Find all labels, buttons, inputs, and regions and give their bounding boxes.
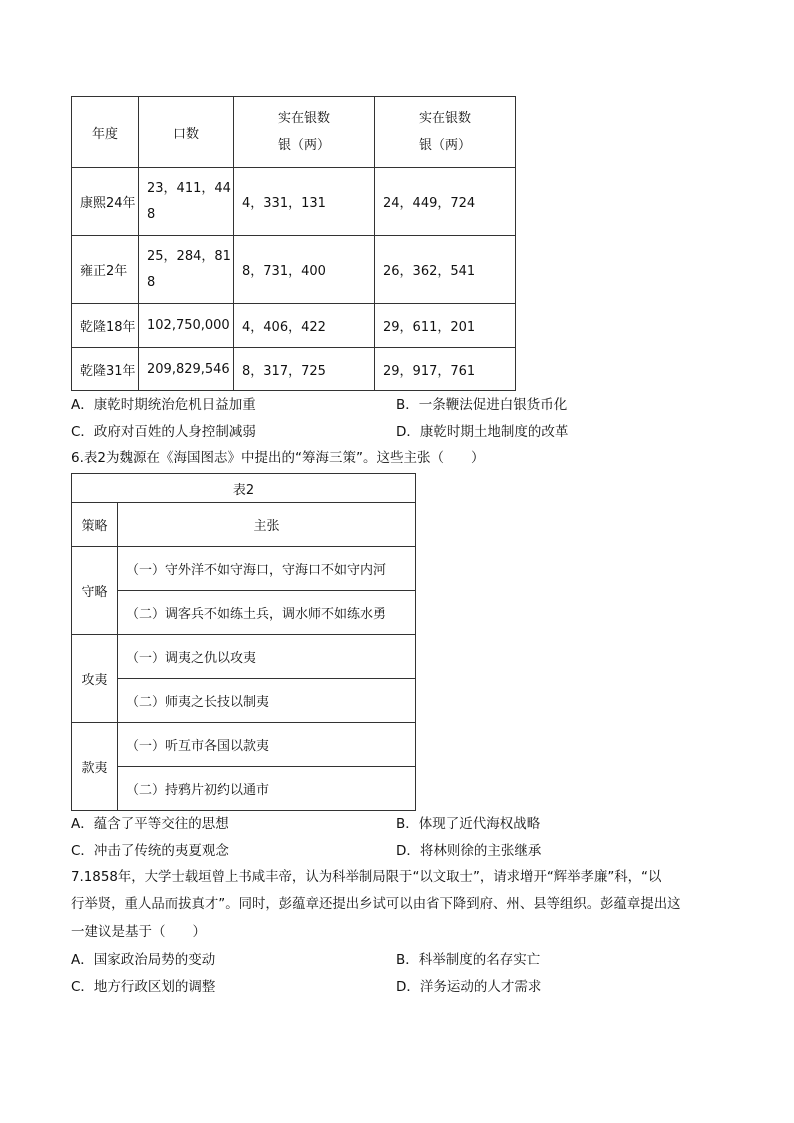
proposal-cell: （二）持鸦片初约以通市 bbox=[118, 767, 416, 811]
table-row bbox=[72, 591, 416, 635]
cell-silver-1: 8，317，725 bbox=[234, 348, 375, 391]
cell-population: 23，411，44 8 bbox=[139, 168, 234, 236]
q5-option-a[interactable]: A．康乾时期统治危机日益加重 bbox=[71, 397, 256, 413]
table-row bbox=[72, 348, 516, 391]
cell-silver-2: 24，449，724 bbox=[375, 168, 516, 236]
table-row bbox=[72, 547, 416, 591]
q7-stem-line2: 行举贤，重人品而拔真才”。同时，彭蕴章还提出乡试可以由省下降到府、州、县等组织。彭蕴章提出这 bbox=[71, 897, 681, 912]
q7-option-c[interactable]: C．地方行政区划的调整 bbox=[71, 979, 216, 995]
strategy-name: 攻夷 bbox=[72, 635, 118, 723]
cell-year: 雍正2年 bbox=[72, 236, 139, 304]
q7-option-a[interactable]: A．国家政治局势的变动 bbox=[71, 952, 216, 968]
cell-silver-1: 4，406，422 bbox=[234, 304, 375, 348]
cell-year: 乾隆18年 bbox=[72, 304, 139, 348]
header-silver-1: 实在银数 银（两） bbox=[234, 97, 375, 168]
table-row bbox=[72, 168, 516, 236]
strategy-name: 守略 bbox=[72, 547, 118, 635]
cell-silver-2: 26，362，541 bbox=[375, 236, 516, 304]
q7-stem-line1: 7.1858年，大学士载垣曾上书咸丰帝，认为科举制局限于“以文取士”，请求增开“辉举孝廉”科，“以 bbox=[71, 870, 662, 885]
cell-year: 康熙24年 bbox=[72, 168, 139, 236]
table-row bbox=[72, 767, 416, 811]
cell-population: 209,829,546 bbox=[139, 348, 234, 391]
cell-year: 乾隆31年 bbox=[72, 348, 139, 391]
table-row bbox=[72, 635, 416, 679]
q5-option-c[interactable]: C．政府对百姓的人身控制减弱 bbox=[71, 424, 256, 440]
header-silver-2: 实在银数 银（两） bbox=[375, 97, 516, 168]
header-proposal: 主张 bbox=[118, 503, 416, 547]
table-row bbox=[72, 304, 516, 348]
proposal-cell: （二）师夷之长技以制夷 bbox=[118, 679, 416, 723]
proposal-cell: （一）听互市各国以款夷 bbox=[118, 723, 416, 767]
strategy-table bbox=[71, 473, 416, 811]
proposal-cell: （二）调客兵不如练土兵，调水师不如练水勇 bbox=[118, 591, 416, 635]
table-title: 表2 bbox=[72, 474, 416, 503]
strategy-name: 款夷 bbox=[72, 723, 118, 811]
table-row bbox=[72, 236, 516, 304]
revenue-table bbox=[71, 96, 516, 391]
cell-silver-1: 8，731，400 bbox=[234, 236, 375, 304]
q5-option-b[interactable]: B．一条鞭法促进白银货币化 bbox=[396, 397, 568, 413]
header-population: 口数 bbox=[139, 97, 234, 168]
q5-option-d[interactable]: D．康乾时期土地制度的改革 bbox=[396, 424, 569, 440]
header-year: 年度 bbox=[72, 97, 139, 168]
header-strategy: 策略 bbox=[72, 503, 118, 547]
proposal-cell: （一）调夷之仇以攻夷 bbox=[118, 635, 416, 679]
q6-option-c[interactable]: C．冲击了传统的夷夏观念 bbox=[71, 843, 229, 859]
table-row bbox=[72, 679, 416, 723]
q6-stem: 6.表2为魏源在《海国图志》中提出的“筹海三策”。这些主张（ ） bbox=[71, 450, 485, 466]
cell-silver-2: 29，917，761 bbox=[375, 348, 516, 391]
table-row bbox=[72, 723, 416, 767]
cell-silver-1: 4，331，131 bbox=[234, 168, 375, 236]
cell-population: 25，284，81 8 bbox=[139, 236, 234, 304]
q6-option-d[interactable]: D．将林则徐的主张继承 bbox=[396, 843, 542, 859]
cell-population: 102,750,000 bbox=[139, 304, 234, 348]
q7-stem-line3: 一建议是基于（ ） bbox=[71, 924, 206, 940]
proposal-cell: （一）守外洋不如守海口，守海口不如守内河 bbox=[118, 547, 416, 591]
cell-silver-2: 29，611，201 bbox=[375, 304, 516, 348]
q6-option-a[interactable]: A．蕴含了平等交往的思想 bbox=[71, 816, 229, 832]
q7-option-b[interactable]: B．科举制度的名存实亡 bbox=[396, 952, 541, 968]
q6-option-b[interactable]: B．体现了近代海权战略 bbox=[396, 816, 541, 832]
q7-option-d[interactable]: D．洋务运动的人才需求 bbox=[396, 979, 542, 995]
